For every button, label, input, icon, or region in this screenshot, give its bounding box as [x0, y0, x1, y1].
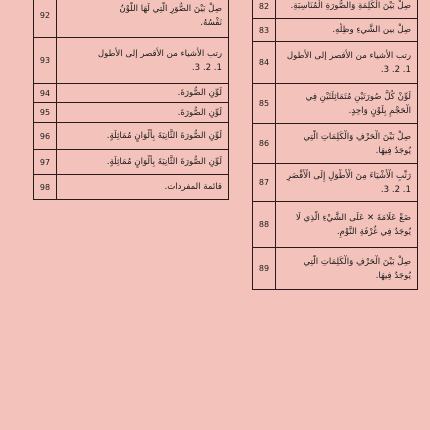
table-row [252, 164, 418, 202]
text-line: قائمة المفردات. [164, 182, 222, 192]
text-line: صِلْ بَيْنَ الصُّوَرِ الَّتِي لَهَا اللَّوْنُ [119, 3, 222, 14]
exercise-text [57, 0, 224, 37]
page-number: 87 [253, 164, 276, 201]
table-row [252, 84, 418, 124]
page-number: 94 [34, 84, 57, 102]
page-number: 96 [34, 123, 57, 149]
exercise-text [276, 19, 413, 41]
table-row [252, 124, 418, 164]
text-line: لَوِّنِ الصُّورَةَ. [177, 88, 222, 98]
page-number: 83 [253, 19, 276, 41]
table-row [252, 248, 418, 290]
page-number: 95 [34, 103, 57, 122]
exercise-text [57, 103, 224, 122]
text-line: لَوِّنِ الصُّورَةَ الثَّانِيَةَ بِأَلْوَانٍ مُمَاثِلَةٍ. [106, 157, 222, 167]
page-number: 92 [34, 0, 57, 37]
exercise-text [57, 150, 224, 174]
exercise-text [276, 42, 413, 83]
text-line: صِلْ بين الشَّيءِ وظِلِّهِ. [332, 25, 411, 35]
text-line: يُوجَدُ فِي غُرْفَةِ النَّوْمِ. [336, 226, 411, 237]
table-row [33, 84, 229, 103]
page-number: 89 [253, 248, 276, 289]
exercise-text [276, 84, 413, 123]
table-row [33, 175, 229, 200]
exercise-text [276, 164, 413, 201]
table-row [33, 103, 229, 123]
table-row [33, 0, 229, 38]
text-line: 1. 2. 3. [191, 62, 222, 73]
text-line: صِلْ بَيْنَ الْحَرْفِ وَالْكَلِمَاتِ الَّتِي [303, 131, 411, 142]
exercise-text [57, 38, 224, 83]
exercise-text [276, 0, 413, 18]
page-number: 86 [253, 124, 276, 163]
table-row [33, 150, 229, 175]
text-line: يُوجَدُ فِيهَا. [375, 270, 411, 281]
text-line: الْحَجْمِ بِلَوْنٍ وَاحِدٍ. [348, 105, 411, 116]
table-row [252, 0, 418, 19]
table-row [252, 42, 418, 84]
text-line: صِلْ بَيْنَ الْكَلِمَةِ وَالصُّورَةِ الْمُنَاسِبَةِ. [290, 1, 411, 11]
text-line: رتب الأشياء من الأقصر إلى الأطول [97, 48, 222, 59]
table-row [33, 123, 229, 150]
page-number: 97 [34, 150, 57, 174]
text-line: لَوِّنِ الصُّورَةَ. [177, 107, 222, 118]
text-line: نَفْسُهُ. [200, 17, 222, 28]
exercise-text [57, 84, 224, 102]
text-line: ضَعْ عَلَامَةَ ✕ عَلَى الشَّيْءِ الَّذِي لَا [295, 212, 411, 223]
page-number: 98 [34, 175, 57, 199]
exercise-text [57, 123, 224, 149]
page-number: 88 [253, 202, 276, 247]
exercise-text [276, 202, 413, 247]
table-row [33, 38, 229, 84]
page-number: 93 [34, 38, 57, 83]
text-line: 1. 2. 3. [380, 64, 411, 75]
table-row [252, 19, 418, 42]
table-row [252, 202, 418, 248]
exercise-text [57, 175, 224, 199]
page-number: 82 [253, 0, 276, 18]
text-line: 1. 2. 3. [380, 184, 411, 195]
text-line: صِلْ بَيْنَ الْحَرْفِ وَالْكَلِمَاتِ الَّتِي [303, 256, 411, 267]
exercise-text [276, 124, 413, 163]
text-line: رَتِّبِ الْأَشْيَاءَ مِنَ الْأَطْوَلِ إِلَى الْأَقْصَرِ [286, 170, 411, 181]
page-number: 85 [253, 84, 276, 123]
text-line: لَوِّنِ الصُّورَةَ الثَّانِيَةَ بِأَلْوَانٍ مُمَاثِلَةٍ. [106, 131, 222, 141]
text-line: يُوجَدُ فِيهَا. [375, 145, 411, 156]
text-line: رتب الأشياء من الأقصر إلى الأطول [286, 50, 411, 61]
text-line: لَوِّنْ كُلَّ صُورَتَيْنِ مُتَمَاثِلَتَيْنِ فِي [305, 91, 411, 102]
page-number: 84 [253, 42, 276, 83]
exercise-text [276, 248, 413, 289]
